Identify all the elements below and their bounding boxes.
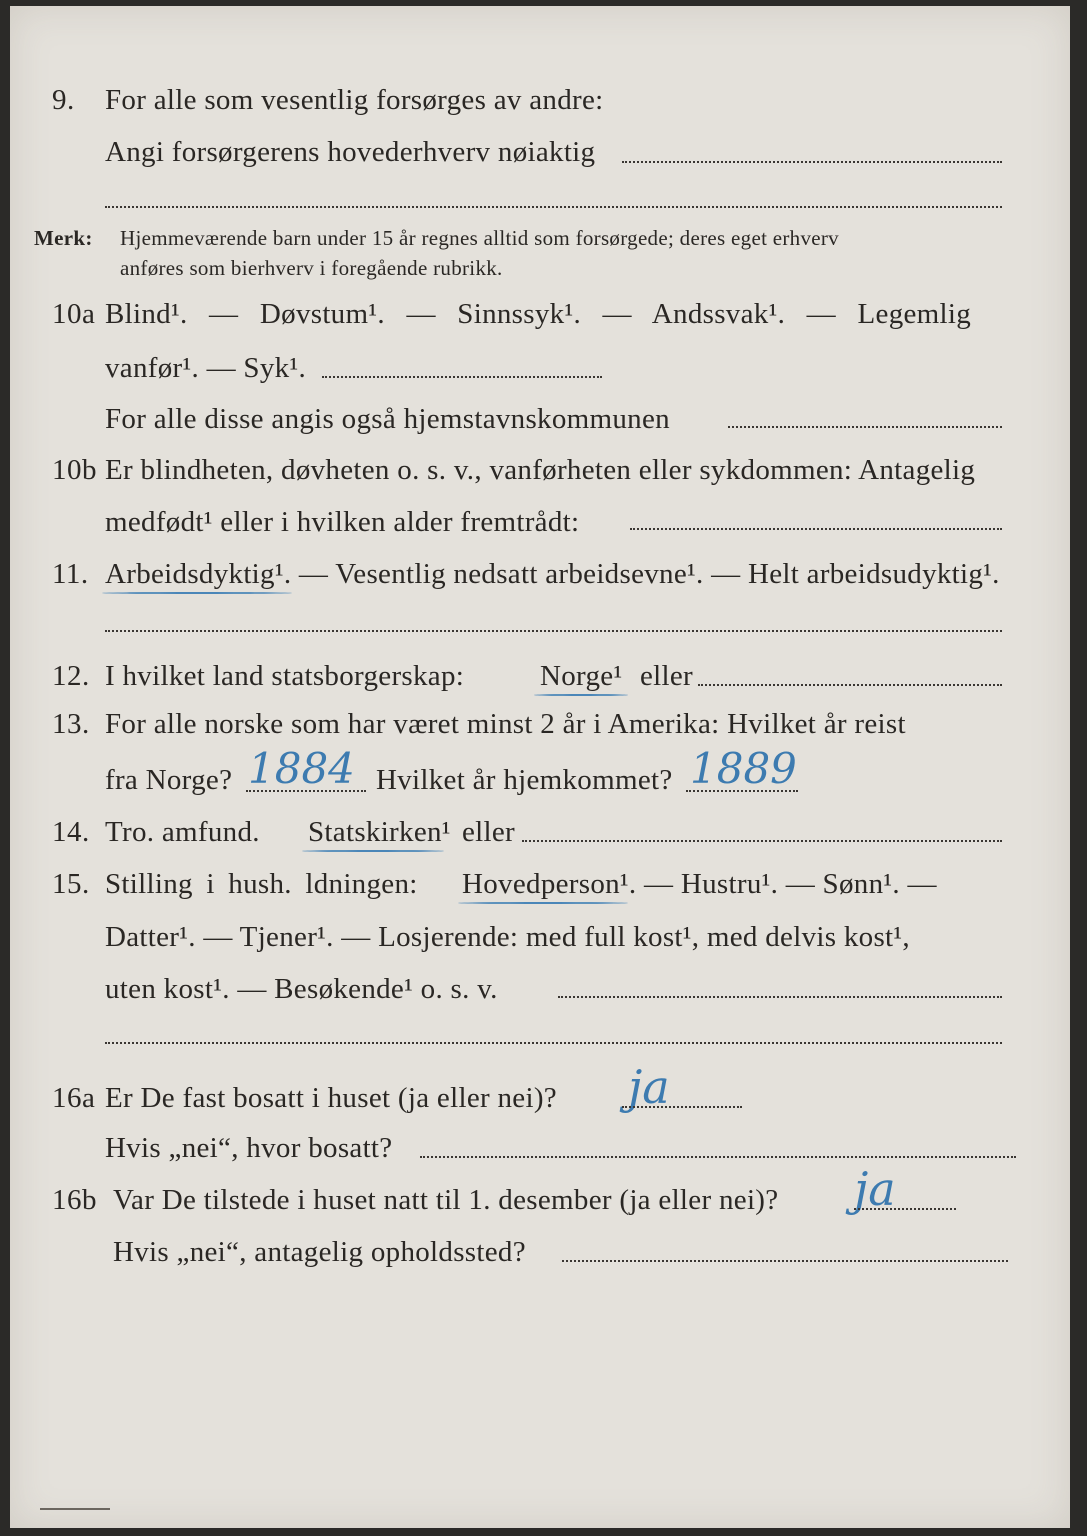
q14-answer-field[interactable] — [522, 840, 1002, 842]
q11-answer-field[interactable] — [105, 630, 1002, 632]
q14-handwritten-underline — [302, 850, 444, 852]
q16a-handwritten-answer: ja — [628, 1060, 670, 1114]
q16a-line2: Hvis „nei“, hvor bosatt? — [105, 1132, 393, 1164]
q12-line1: I hvilket land statsborgerskap: — [105, 660, 465, 692]
q10b-line2: medfødt¹ eller i hvilken alder fremtrådt: — [105, 506, 580, 538]
q11-handwritten-underline — [102, 592, 292, 594]
q15-line3: uten kost¹. — Besøkende¹ o. s. v. — [105, 973, 498, 1005]
q16b-line1: Var De tilstede i huset natt til 1. desember (ja eller nei)? — [113, 1184, 779, 1216]
q12-number: 12. — [52, 660, 90, 692]
q13-line1: For alle norske som har været minst 2 år i Amerika: Hvilket år reist — [105, 708, 906, 740]
q10b-answer-field[interactable] — [630, 528, 1002, 530]
q9-number: 9. — [52, 84, 75, 116]
corner-mark — [40, 1508, 110, 1510]
q14-lead: Tro. amfund. — [105, 816, 260, 848]
q10b-number: 10b — [52, 454, 97, 486]
q16a-bosatt-field[interactable] — [420, 1156, 1016, 1158]
q9-answer-field[interactable] — [622, 161, 1002, 163]
q12-tail: eller — [640, 660, 694, 692]
q16b-number: 16b — [52, 1184, 97, 1216]
q14-tail: eller — [462, 816, 516, 848]
merk-line2: anføres som bierhverv i foregående rubrikk. — [120, 256, 503, 280]
q13-number: 13. — [52, 708, 90, 740]
q16b-opholdssted-field[interactable] — [562, 1260, 1008, 1262]
census-form-page — [10, 6, 1070, 1528]
q15-answer-field-2[interactable] — [105, 1042, 1002, 1044]
q15-answer-field[interactable] — [558, 996, 1002, 998]
q16b-answer-field[interactable] — [854, 1208, 956, 1210]
q11-line1: Arbeidsdyktig¹. — Vesentlig nedsatt arbeidsevne¹. — Helt arbeidsudyktig¹. — [105, 558, 1000, 590]
q12-answer-field[interactable] — [698, 684, 1002, 686]
q10a-hjemstavn-field[interactable] — [728, 426, 1002, 428]
q15-line2: Datter¹. — Tjener¹. — Losjerende: med full kost¹, med delvis kost¹, — [105, 921, 910, 953]
q13-line2b: Hvilket år hjemkommet? — [376, 764, 673, 796]
q16a-number: 16a — [52, 1082, 96, 1114]
q14-number: 14. — [52, 816, 90, 848]
q10b-line1: Er blindheten, døvheten o. s. v., vanførheten eller sykdommen: Antagelig — [105, 454, 976, 486]
q15-handwritten-underline — [458, 902, 628, 904]
q11-number: 11. — [52, 558, 89, 590]
q9-line2: Angi forsørgerens hovederhverv nøiaktig — [105, 136, 596, 168]
q14-option-statskirken: Statskirken¹ — [308, 816, 451, 848]
merk-label: Merk: — [34, 226, 93, 250]
q10a-line2: vanfør¹. — Syk¹. — [105, 352, 307, 384]
q16a-answer-field[interactable] — [622, 1106, 742, 1108]
q10a-line1: Blind¹. — Døvstum¹. — Sinnssyk¹. — Andssvak¹. — Legemlig — [105, 298, 972, 330]
q16a-line1: Er De fast bosatt i huset (ja eller nei)? — [105, 1082, 557, 1114]
q13-handwritten-hjem: 1889 — [690, 744, 797, 793]
q12-handwritten-underline — [534, 694, 628, 696]
q10a-number: 10a — [52, 298, 96, 330]
q15-number: 15. — [52, 868, 90, 900]
q13-reist-field[interactable] — [246, 790, 366, 792]
q15-line1b: Hovedperson¹. — Hustru¹. — Sønn¹. — — [462, 868, 937, 900]
q16b-handwritten-answer: ja — [854, 1162, 896, 1216]
q15-line1a: Stilling i hush. ldningen: — [105, 868, 418, 900]
q10a-answer-field[interactable] — [322, 376, 602, 378]
q13-hjem-field[interactable] — [686, 790, 798, 792]
q9-answer-field-2[interactable] — [105, 206, 1002, 208]
q10a-line3: For alle disse angis også hjemstavnskommunen — [105, 403, 670, 435]
q13-line2a: fra Norge? — [105, 764, 233, 796]
merk-line1: Hjemmeværende barn under 15 år regnes alltid som forsørgede; deres eget erhverv — [120, 226, 839, 250]
q16b-line2: Hvis „nei“, antagelig opholdssted? — [113, 1236, 526, 1268]
q12-option-norge: Norge¹ — [540, 660, 623, 692]
q9-line1: For alle som vesentlig forsørges av andre: — [105, 84, 604, 116]
q13-handwritten-reist: 1884 — [248, 744, 355, 793]
